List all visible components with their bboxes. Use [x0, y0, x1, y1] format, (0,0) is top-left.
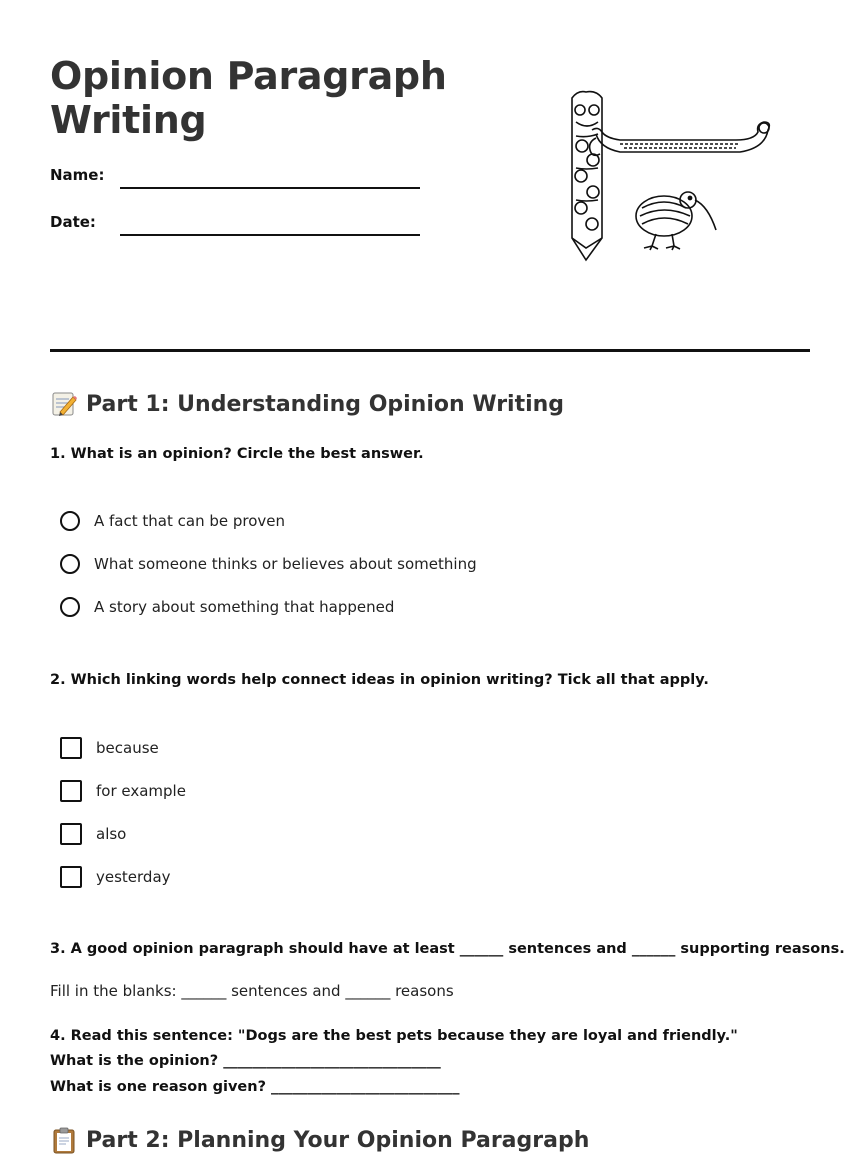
radio-circle[interactable]	[60, 597, 80, 617]
q2-option-1-label: because	[96, 739, 159, 757]
question-3-fill: Fill in the blanks: ______ sentences and ______ reasons	[50, 982, 454, 1000]
q2-option-4-label: yesterday	[96, 868, 171, 886]
q1-option-2-label: What someone thinks or believes about something	[94, 555, 477, 573]
date-field[interactable]	[120, 234, 420, 236]
radio-circle[interactable]	[60, 511, 80, 531]
q2-option-2-label: for example	[96, 782, 186, 800]
part1-heading	[50, 390, 564, 418]
q2-option-1[interactable]	[60, 737, 159, 759]
question-4-opinion: What is the opinion? ______________________________	[50, 1053, 441, 1069]
part2-heading-text: Part 2: Planning Your Opinion Paragraph	[86, 1127, 590, 1153]
q1-option-1[interactable]	[60, 511, 285, 531]
date-label: Date:	[50, 213, 96, 231]
checkbox[interactable]	[60, 823, 82, 845]
checkbox[interactable]	[60, 866, 82, 888]
page-title-line2: Writing	[50, 98, 207, 142]
q1-option-3-label: A story about something that happened	[94, 598, 395, 616]
q1-option-2[interactable]	[60, 554, 477, 574]
q2-option-3-label: also	[96, 825, 127, 843]
maori-illustration	[560, 88, 780, 268]
radio-circle[interactable]	[60, 554, 80, 574]
page-title	[50, 54, 470, 142]
name-field[interactable]	[120, 187, 420, 189]
clipboard-icon	[50, 1126, 78, 1154]
question-4-reason: What is one reason given? __________________________	[50, 1079, 460, 1095]
q1-option-1-label: A fact that can be proven	[94, 512, 286, 530]
page-title-line1: Opinion Paragraph	[50, 54, 447, 98]
memo-pencil-icon	[50, 390, 78, 418]
question-4: 4. Read this sentence: "Dogs are the best pets because they are loyal and friendly."	[50, 1028, 738, 1044]
header-divider	[50, 349, 810, 352]
q2-option-3[interactable]	[60, 823, 126, 845]
part1-heading-text: Part 1: Understanding Opinion Writing	[86, 391, 565, 417]
checkbox[interactable]	[60, 737, 82, 759]
q2-option-4[interactable]	[60, 866, 171, 888]
q1-option-3[interactable]	[60, 597, 394, 617]
name-label: Name:	[50, 166, 105, 184]
part2-heading	[50, 1126, 589, 1154]
question-3: 3. A good opinion paragraph should have at least ______ sentences and ______ supporting reasons.	[50, 941, 845, 957]
question-2: 2. Which linking words help connect ideas in opinion writing? Tick all that apply.	[50, 672, 709, 688]
checkbox[interactable]	[60, 780, 82, 802]
q2-option-2[interactable]	[60, 780, 186, 802]
question-1: 1. What is an opinion? Circle the best answer.	[50, 446, 424, 462]
